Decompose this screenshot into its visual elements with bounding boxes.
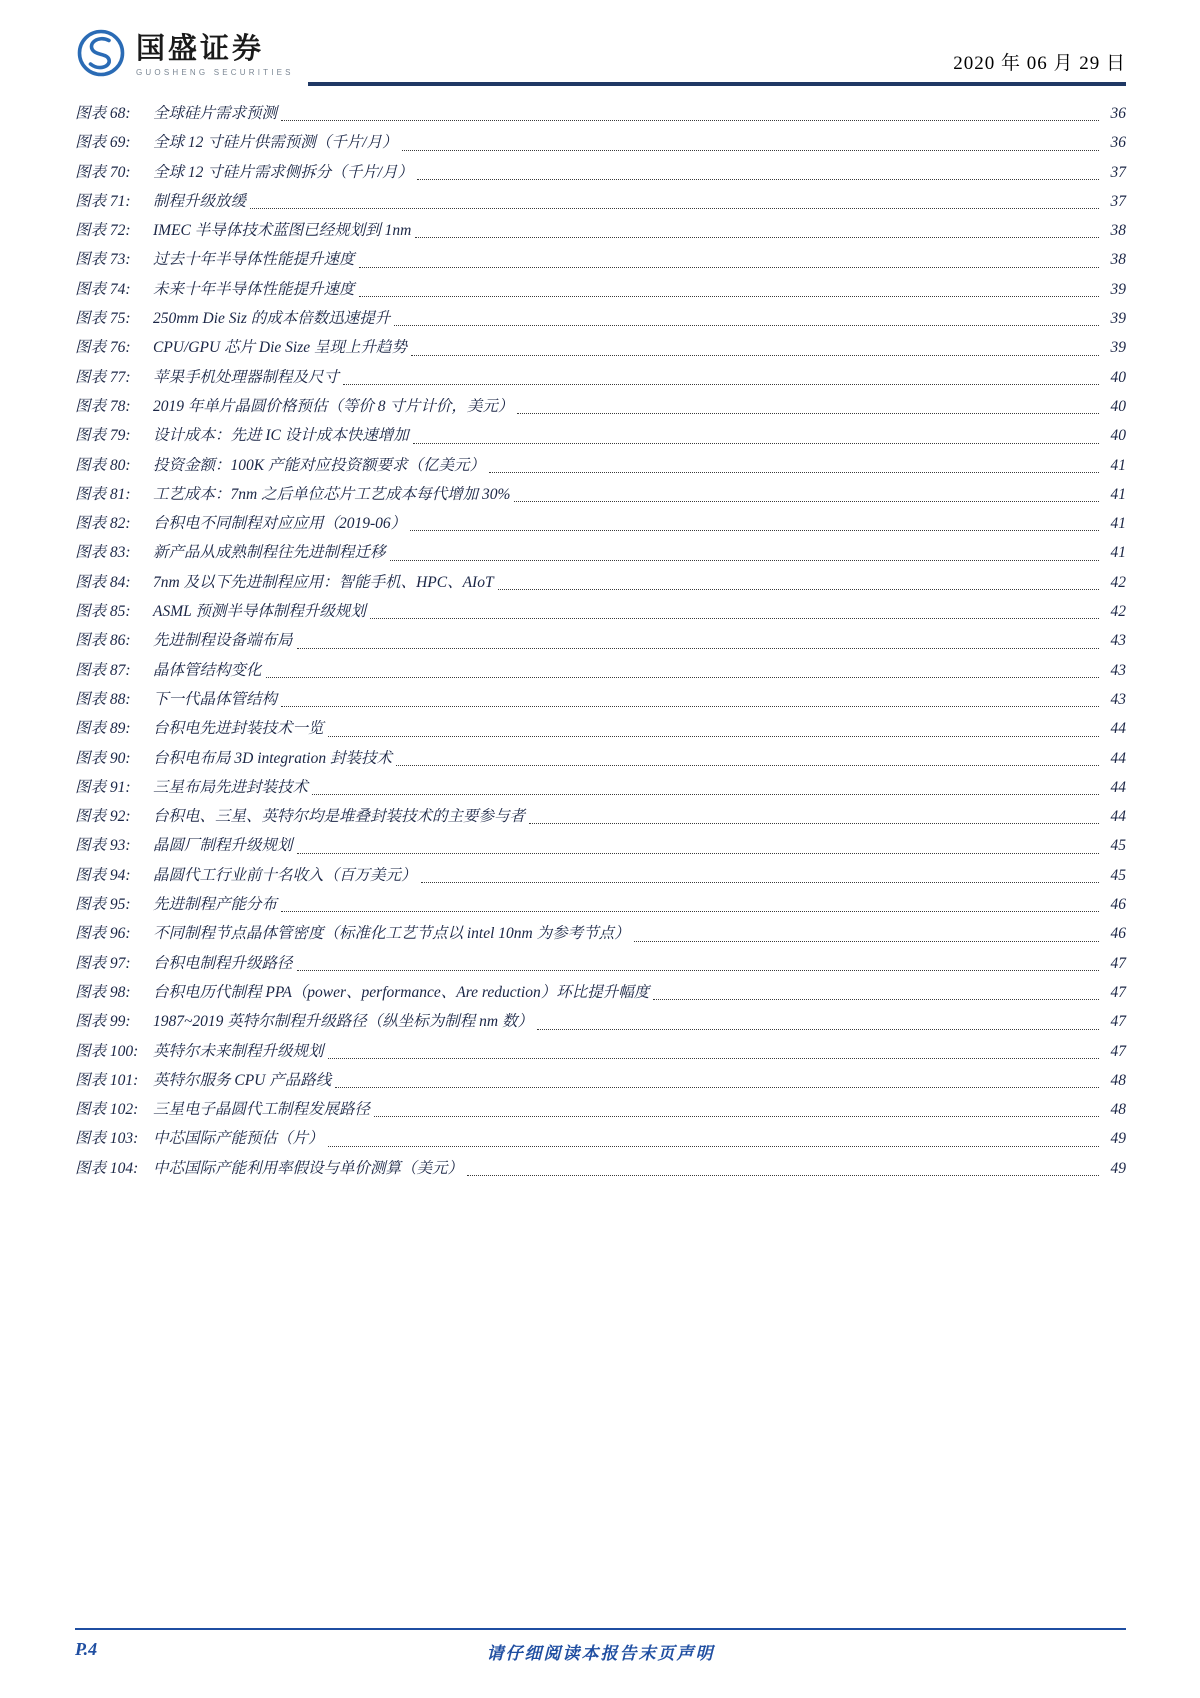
toc-leader-dots: [281, 685, 1099, 714]
footer-page-number: P.4: [75, 1639, 98, 1659]
toc-entry-page: 37: [1110, 163, 1126, 181]
toc-entry-page: 44: [1110, 749, 1126, 767]
toc-entry-label: 图表 87:: [75, 661, 131, 679]
toc-entry[interactable]: [75, 158, 1126, 187]
toc-entry-title: 250mm Die Siz 的成本倍数迅速提升: [153, 310, 391, 328]
toc-entry[interactable]: [75, 216, 1126, 245]
toc-entry-title: 先进制程设备端布局: [153, 632, 293, 650]
toc-leader-dots: [297, 949, 1099, 978]
toc-entry-title: 投资金额：100K 产能对应投资额要求（亿美元）: [153, 456, 485, 474]
brand-logo-icon: [75, 27, 127, 84]
toc-entry-page: 46: [1110, 925, 1126, 943]
toc-entry-page: 41: [1110, 544, 1126, 562]
footer-disclaimer: 请仔细阅读本报告末页声明: [486, 1644, 715, 1663]
toc-entry-label: 图表 93:: [75, 837, 131, 855]
toc-entry[interactable]: [75, 626, 1126, 655]
toc-entry-page: 44: [1110, 778, 1126, 796]
toc-entry-page: 47: [1110, 954, 1126, 972]
toc-entry-label: 图表 81:: [75, 485, 131, 503]
toc-entry-label: 图表 95:: [75, 896, 131, 914]
toc-entry[interactable]: [75, 802, 1126, 831]
toc-entry-label: 图表 68:: [75, 105, 131, 122]
toc-entry-title: 不同制程节点晶体管密度（标准化工艺节点以 intel 10nm 为参考节点）: [153, 925, 630, 943]
toc-entry-title: 台积电制程升级路径: [153, 954, 293, 972]
toc-entry-label: 图表 80:: [75, 456, 131, 474]
toc-leader-dots: [653, 978, 1099, 1007]
toc-entry-label: 图表 70:: [75, 163, 131, 181]
toc-entry-page: 44: [1110, 720, 1126, 738]
toc-list: [75, 86, 1126, 1183]
toc-leader-dots: [328, 1037, 1099, 1066]
toc-entry[interactable]: [75, 421, 1126, 450]
toc-leader-dots: [634, 919, 1099, 948]
toc-entry-title: IMEC 半导体技术蓝图已经规划到 1nm: [153, 222, 412, 240]
toc-entry-label: 图表 101:: [75, 1071, 139, 1089]
toc-entry-page: 40: [1110, 397, 1126, 415]
toc-entry-page: 38: [1110, 251, 1126, 269]
toc-entry-page: 49: [1110, 1159, 1126, 1177]
toc-entry[interactable]: [75, 480, 1126, 509]
toc-entry-page: 41: [1110, 456, 1126, 474]
toc-entry-title: 英特尔服务 CPU 产品路线: [153, 1071, 332, 1089]
toc-entry-title: ASML 预测半导体制程升级规划: [153, 603, 366, 621]
toc-leader-dots: [370, 597, 1099, 626]
toc-entry-title: 制程升级放缓: [153, 192, 247, 210]
toc-leader-dots: [413, 421, 1099, 450]
toc-entry[interactable]: [75, 773, 1126, 802]
toc-entry-title: 晶圆厂制程升级规划: [153, 837, 293, 855]
toc-entry-label: 图表 90:: [75, 749, 131, 767]
toc-entry[interactable]: [75, 99, 1126, 128]
toc-entry-label: 图表 73:: [75, 251, 131, 269]
brand: [75, 27, 294, 86]
toc-entry-label: 图表 88:: [75, 690, 131, 708]
toc-entry-page: 39: [1110, 310, 1126, 328]
toc-entry-title: 三星布局先进封装技术: [153, 778, 309, 796]
toc-leader-dots: [411, 333, 1099, 362]
toc-leader-dots: [281, 890, 1099, 919]
toc-leader-dots: [402, 128, 1099, 157]
toc-entry-label: 图表 100:: [75, 1042, 139, 1060]
toc-leader-dots: [281, 99, 1099, 128]
toc-entry-page: 43: [1110, 632, 1126, 650]
toc-entry-title: 未来十年半导体性能提升速度: [153, 280, 355, 298]
toc-entry-label: 图表 98:: [75, 983, 131, 1001]
toc-entry-label: 图表 77:: [75, 368, 131, 386]
toc-entry[interactable]: [75, 187, 1126, 216]
toc-entry-label: 图表 69:: [75, 134, 131, 152]
toc-leader-dots: [410, 509, 1099, 538]
toc-entry[interactable]: [75, 1124, 1126, 1153]
toc-entry-page: 41: [1110, 485, 1126, 503]
toc-entry-title: 设计成本：先进 IC 设计成本快速增加: [153, 427, 409, 445]
toc-entry[interactable]: [75, 275, 1126, 304]
toc-entry-label: 图表 89:: [75, 720, 131, 738]
toc-leader-dots: [394, 304, 1099, 333]
toc-entry[interactable]: [75, 451, 1126, 480]
toc-entry-page: 42: [1110, 573, 1126, 591]
toc-entry-title: 三星电子晶圆代工制程发展路径: [153, 1101, 371, 1119]
toc-entry-page: 43: [1110, 661, 1126, 679]
toc-entry-title: 过去十年半导体性能提升速度: [153, 251, 355, 269]
toc-entry-label: 图表 71:: [75, 192, 131, 210]
toc-entry-title: 全球硅片需求预测: [153, 105, 278, 122]
toc-entry-label: 图表 99:: [75, 1013, 131, 1031]
toc-leader-dots: [390, 538, 1099, 567]
toc-entry-page: 40: [1110, 427, 1126, 445]
toc-entry[interactable]: [75, 304, 1126, 333]
toc-entry[interactable]: [75, 949, 1126, 978]
toc-entry-page: 44: [1110, 808, 1126, 826]
toc-entry[interactable]: [75, 861, 1126, 890]
toc-entry[interactable]: [75, 392, 1126, 421]
toc-entry-title: 台积电、三星、英特尔均是堆叠封装技术的主要参与者: [153, 808, 526, 826]
toc-entry-title: 全球 12 寸硅片需求侧拆分（千片/月）: [153, 163, 414, 181]
toc-entry-title: 台积电历代制程 PPA（power、performance、Are reduction）环比提升幅度: [153, 983, 650, 1001]
toc-entry[interactable]: [75, 685, 1126, 714]
toc-entry[interactable]: [75, 714, 1126, 743]
toc-entry[interactable]: [75, 1095, 1126, 1124]
toc-entry[interactable]: [75, 1007, 1126, 1036]
toc-entry[interactable]: [75, 597, 1126, 626]
report-header: [75, 0, 1126, 86]
report-footer: [75, 1628, 1126, 1664]
toc-entry-title: 全球 12 寸硅片供需预测（千片/月）: [153, 134, 398, 152]
toc-entry-label: 图表 78:: [75, 397, 131, 415]
toc-entry[interactable]: [75, 1066, 1126, 1095]
toc-entry-label: 图表 82:: [75, 515, 131, 533]
brand-subtitle: GUOSHENG SECURITIES: [136, 68, 294, 78]
toc-leader-dots: [359, 245, 1099, 274]
toc-entry-label: 图表 104:: [75, 1159, 139, 1177]
toc-leader-dots: [250, 187, 1099, 216]
toc-entry-page: 38: [1110, 222, 1126, 240]
toc-entry-page: 45: [1110, 837, 1126, 855]
toc-entry-page: 46: [1110, 896, 1126, 914]
toc-entry-page: 42: [1110, 603, 1126, 621]
toc-entry-page: 37: [1110, 192, 1126, 210]
toc-entry[interactable]: [75, 831, 1126, 860]
toc-entry-title: 台积电不同制程对应应用（2019-06）: [153, 515, 407, 533]
toc-entry[interactable]: [75, 744, 1126, 773]
toc-entry[interactable]: [75, 509, 1126, 538]
toc-entry-title: 工艺成本：7nm 之后单位芯片工艺成本每代增加 30%: [153, 485, 511, 503]
toc-entry-label: 图表 74:: [75, 280, 131, 298]
toc-entry-page: 36: [1110, 134, 1126, 152]
toc-entry-page: 41: [1110, 515, 1126, 533]
toc-leader-dots: [297, 626, 1099, 655]
toc-entry-page: 48: [1110, 1101, 1126, 1119]
report-date: 2020 年 06 月 29 日: [953, 53, 1126, 74]
toc-entry-page: 39: [1110, 339, 1126, 357]
toc-entry-title: 新产品从成熟制程往先进制程迁移: [153, 544, 386, 562]
toc-entry-label: 图表 92:: [75, 808, 131, 826]
toc-leader-dots: [537, 1007, 1099, 1036]
toc-entry[interactable]: [75, 656, 1126, 685]
toc-entry[interactable]: [75, 1037, 1126, 1066]
toc-leader-dots: [415, 216, 1099, 245]
toc-entry[interactable]: [75, 363, 1126, 392]
toc-leader-dots: [359, 275, 1099, 304]
toc-entry-label: 图表 86:: [75, 632, 131, 650]
toc-entry-page: 40: [1110, 368, 1126, 386]
toc-entry[interactable]: [75, 978, 1126, 1007]
toc-entry-label: 图表 75:: [75, 310, 131, 328]
toc-entry-page: 48: [1110, 1071, 1126, 1089]
toc-entry-title: 先进制程产能分布: [153, 896, 278, 914]
toc-entry-page: 47: [1110, 1013, 1126, 1031]
toc-entry-label: 图表 91:: [75, 778, 131, 796]
header-divider: [308, 26, 1126, 86]
toc-entry-title: CPU/GPU 芯片 Die Size 呈现上升趋势: [153, 339, 408, 357]
toc-entry-title: 2019 年单片晶圆价格预估（等价 8 寸片计价，美元）: [153, 397, 514, 415]
toc-entry-label: 图表 83:: [75, 544, 131, 562]
toc-leader-dots: [514, 480, 1099, 509]
toc-leader-dots: [529, 802, 1099, 831]
toc-entry-label: 图表 103:: [75, 1130, 139, 1148]
toc-entry-title: 1987~2019 英特尔制程升级路径（纵坐标为制程 nm 数）: [153, 1013, 533, 1031]
toc-leader-dots: [335, 1066, 1099, 1095]
toc-entry-page: 47: [1110, 1042, 1126, 1060]
toc-entry-title: 中芯国际产能利用率假设与单价测算（美元）: [153, 1159, 464, 1177]
toc-entry-page: 49: [1110, 1130, 1126, 1148]
toc-entry-label: 图表 84:: [75, 573, 131, 591]
toc-leader-dots: [297, 831, 1099, 860]
toc-entry[interactable]: [75, 1154, 1126, 1183]
toc-leader-dots: [328, 714, 1099, 743]
toc-entry-label: 图表 97:: [75, 954, 131, 972]
toc-entry[interactable]: [75, 245, 1126, 274]
toc-entry-title: 下一代晶体管结构: [153, 690, 278, 708]
toc-entry[interactable]: [75, 128, 1126, 157]
toc-entry-page: 45: [1110, 866, 1126, 884]
toc-entry-title: 台积电先进封装技术一览: [153, 720, 324, 738]
toc-entry-title: 晶体管结构变化: [153, 661, 262, 679]
toc-entry-label: 图表 76:: [75, 339, 131, 357]
toc-entry-title: 7nm 及以下先进制程应用：智能手机、HPC、AIoT: [153, 573, 494, 591]
toc-entry-title: 中芯国际产能预估（片）: [153, 1130, 324, 1148]
toc-entry-title: 台积电布局 3D integration 封装技术: [153, 749, 392, 767]
toc-leader-dots: [517, 392, 1099, 421]
toc-leader-dots: [396, 744, 1099, 773]
toc-leader-dots: [374, 1095, 1099, 1124]
toc-entry-page: 47: [1110, 983, 1126, 1001]
toc-leader-dots: [266, 656, 1099, 685]
toc-entry-label: 图表 96:: [75, 925, 131, 943]
toc-entry-title: 英特尔未来制程升级规划: [153, 1042, 324, 1060]
toc-entry-label: 图表 79:: [75, 427, 131, 445]
toc-entry-title: 晶圆代工行业前十名收入（百万美元）: [153, 866, 417, 884]
toc-entry[interactable]: [75, 538, 1126, 567]
toc-leader-dots: [343, 363, 1099, 392]
toc-leader-dots: [467, 1154, 1099, 1183]
toc-leader-dots: [328, 1124, 1099, 1153]
brand-name: 国盛证券: [136, 32, 265, 65]
toc-entry-label: 图表 94:: [75, 866, 131, 884]
toc-leader-dots: [498, 568, 1099, 597]
toc-entry-label: 图表 102:: [75, 1101, 139, 1119]
toc-entry-page: 43: [1110, 690, 1126, 708]
toc-entry-page: 39: [1110, 280, 1126, 298]
toc-entry[interactable]: [75, 333, 1126, 362]
toc-entry-title: 苹果手机处理器制程及尺寸: [153, 368, 340, 386]
toc-entry[interactable]: [75, 919, 1126, 948]
toc-entry-label: 图表 85:: [75, 603, 131, 621]
toc-entry-page: 36: [1110, 105, 1126, 122]
toc-leader-dots: [421, 861, 1099, 890]
toc-entry[interactable]: [75, 568, 1126, 597]
brand-text: [136, 34, 294, 78]
toc-entry-label: 图表 72:: [75, 222, 131, 240]
toc-leader-dots: [312, 773, 1099, 802]
toc-entry[interactable]: [75, 890, 1126, 919]
toc-leader-dots: [489, 451, 1099, 480]
toc-leader-dots: [417, 158, 1099, 187]
